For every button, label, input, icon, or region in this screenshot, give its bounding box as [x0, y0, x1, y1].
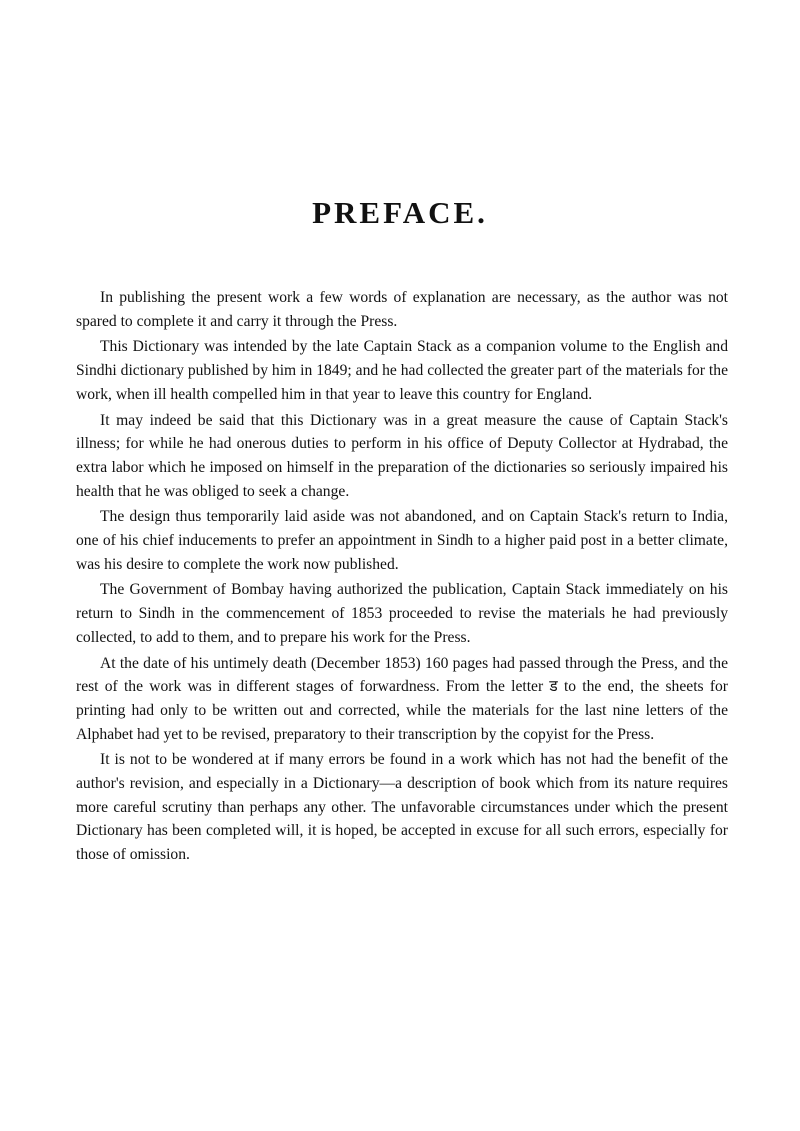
paragraph-6: At the date of his untimely death (December 1853) 160 pages had passed through the Press, and the rest of the work was in different stages of forwardness. From the letter ड to the end, the sheets for printing had only to be written out and corrected, while the materials for the last nine letters of the Alphabet had yet to be revised, preparatory to their transcription by the copyist for the Press.	[76, 654, 728, 743]
paragraph-4: The design thus temporarily laid aside was not abandoned, and on Captain Stack's return to India, one of his chief inducements to prefer an appointment in Sindh to a higher paid post in a better climate, was his desire to complete the work now published.	[76, 508, 728, 573]
paragraph-2: This Dictionary was intended by the late Captain Stack as a companion volume to the English and Sindhi dictionary published by him in 1849; and he had collected the greater part of the materials for the work, when ill health compelled him in that year to leave this country for England.	[76, 338, 728, 403]
paragraph-3: It may indeed be said that this Dictionary was in a great measure the cause of Captain Stack's illness; for while he had onerous duties to perform in his office of Deputy Collector at Hydrabad, the extra labor which he imposed on himself in the preparation of the dictionaries so seriously impaired his health that he was obliged to seek a change.	[76, 411, 728, 500]
page-title: PREFACE.	[312, 195, 488, 230]
paragraph-1: In publishing the present work a few words of explanation are necessary, as the author was not spared to complete it and carry it through the Press.	[76, 289, 728, 330]
paragraph-5: The Government of Bombay having authorized the publication, Captain Stack immediately on his return to Sindh in the commencement of 1853 proceeded to revise the materials he had previously collected, to add to them, and to prepare his work for the Press.	[76, 581, 728, 646]
preface-body	[76, 286, 728, 867]
paragraph-7: It is not to be wondered at if many errors be found in a work which has not had the benefit of the author's revision, and especially in a Dictionary—a description of book which from its nature requires more careful scrutiny than perhaps any other. The unfavorable circumstances under which the present Dictionary has been completed will, it is hoped, be accepted in excuse for all such errors, especially for those of omission.	[76, 751, 728, 864]
